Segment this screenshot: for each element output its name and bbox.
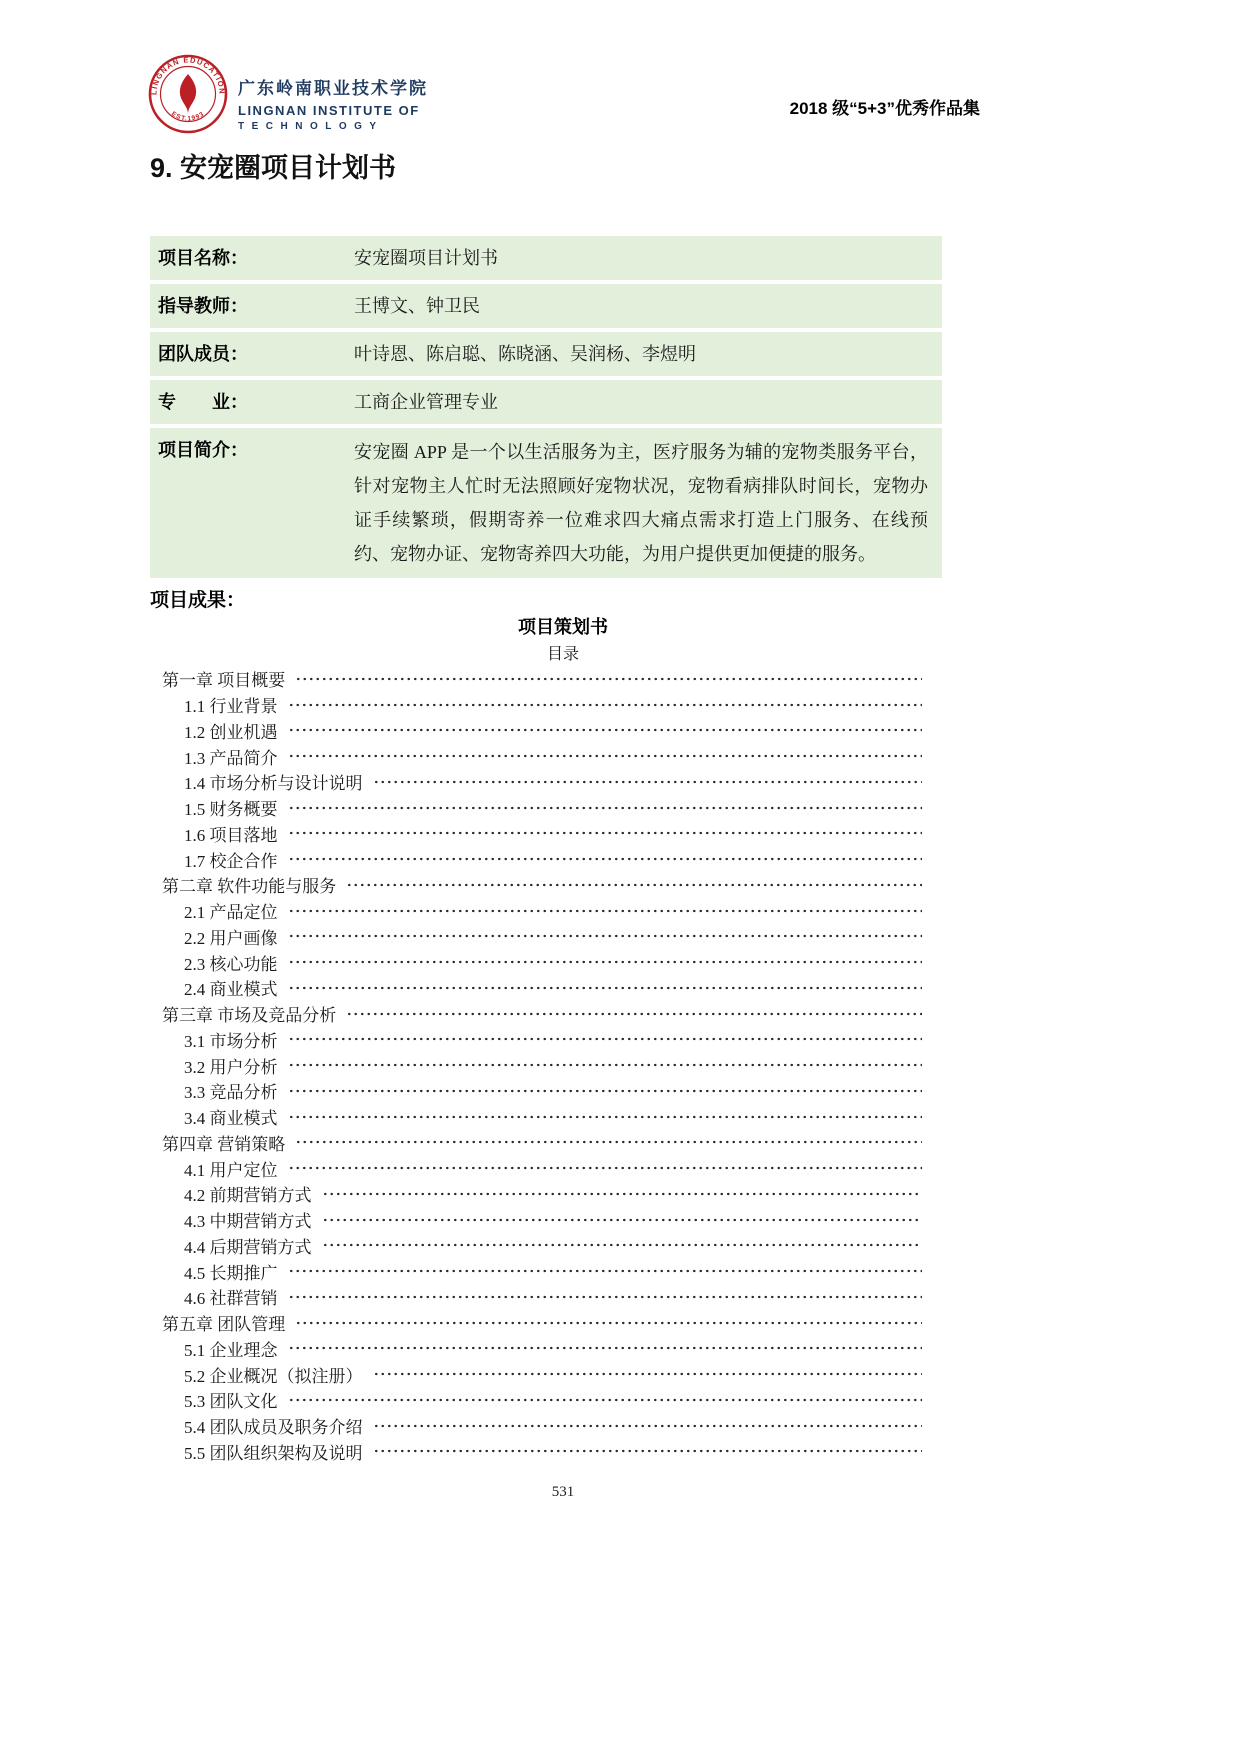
toc-entry-2 — [162, 718, 922, 744]
toc-leader-dots — [322, 1213, 923, 1227]
toc-leader-dots — [288, 826, 923, 840]
info-row-0 — [150, 236, 942, 280]
toc-leader-dots — [288, 955, 923, 969]
info-row-label: 专 业： — [158, 392, 248, 412]
toc-leader-dots — [288, 904, 923, 918]
seal-bottom-text: EST.1993 — [170, 110, 206, 123]
toc-entry-text: 1.4 市场分析与设计说明 — [184, 774, 363, 794]
toc-leader-dots — [288, 698, 923, 712]
toc-entry-text: 2.4 商业模式 — [184, 980, 278, 1000]
toc-leader-dots — [288, 1084, 923, 1098]
toc-entry-text: 4.2 前期营销方式 — [184, 1186, 312, 1206]
toc-entry-22 — [162, 1233, 922, 1259]
toc-entry-text: 2.3 核心功能 — [184, 954, 278, 974]
toc-leader-dots — [373, 1367, 923, 1381]
toc-entry-text: 1.3 产品简介 — [184, 748, 278, 768]
toc-entry-19 — [162, 1155, 922, 1181]
toc-entry-text: 1.7 校企合作 — [184, 851, 278, 871]
info-table — [150, 236, 942, 582]
toc-leader-dots — [288, 1032, 923, 1046]
toc-entry-text: 第一章 项目概要 — [162, 671, 286, 691]
toc-leader-dots — [322, 1238, 923, 1252]
work-title: 项目策划书 — [518, 617, 608, 637]
info-row-value: 工商企业管理专业 — [354, 392, 498, 412]
toc-leader-dots — [288, 1341, 923, 1355]
toc-entry-text: 第二章 软件功能与服务 — [162, 877, 337, 897]
toc-entry-text: 3.3 竞品分析 — [184, 1083, 278, 1103]
info-row-label: 指导教师： — [158, 296, 248, 316]
info-row-4 — [150, 428, 942, 578]
toc-list — [162, 666, 922, 1464]
toc-leader-dots — [288, 981, 923, 995]
toc-entry-text: 5.1 企业理念 — [184, 1340, 278, 1360]
seal-emblem-icon — [180, 74, 196, 114]
school-logo — [148, 54, 228, 134]
toc-entry-26 — [162, 1336, 922, 1362]
toc-entry-30 — [162, 1439, 922, 1465]
page-footer — [150, 1484, 976, 1501]
info-row-value: 叶诗恩、陈启聪、陈晓涵、吴润杨、李煜明 — [354, 344, 696, 364]
school-name-cn: 广东岭南职业技术学院 — [238, 79, 428, 98]
toc-entry-text: 2.1 产品定位 — [184, 903, 278, 923]
toc-entry-1 — [162, 692, 922, 718]
toc-entry-15 — [162, 1052, 922, 1078]
toc-entry-text: 4.3 中期营销方式 — [184, 1212, 312, 1232]
info-row-label: 项目简介： — [158, 440, 248, 460]
toc-entry-text: 3.1 市场分析 — [184, 1031, 278, 1051]
toc-entry-12 — [162, 975, 922, 1001]
toc-entry-7 — [162, 846, 922, 872]
info-row-2 — [150, 332, 942, 376]
toc-entry-text: 第三章 市场及竞品分析 — [162, 1006, 337, 1026]
toc-entry-text: 4.4 后期营销方式 — [184, 1237, 312, 1257]
school-name-en-line1: LINGNAN INSTITUTE OF — [238, 103, 420, 118]
toc-entry-text: 3.2 用户分析 — [184, 1057, 278, 1077]
toc-entry-10 — [162, 924, 922, 950]
toc-leader-dots — [322, 1187, 923, 1201]
toc-leader-dots — [346, 1007, 922, 1021]
toc-entry-16 — [162, 1078, 922, 1104]
school-seal-icon — [148, 54, 228, 134]
toc-entry-text: 4.6 社群营销 — [184, 1289, 278, 1309]
info-row-1 — [150, 284, 942, 328]
toc-leader-dots — [295, 672, 922, 686]
toc-leader-dots — [295, 1316, 922, 1330]
info-row-label: 项目名称： — [158, 248, 248, 268]
toc-entry-text: 4.1 用户定位 — [184, 1160, 278, 1180]
results-label: 项目成果： — [150, 590, 246, 611]
toc-entry-0 — [162, 666, 922, 692]
info-row-value: 安宠圈项目计划书 — [354, 248, 498, 268]
school-name-block — [238, 74, 428, 132]
toc-leader-dots — [288, 852, 923, 866]
toc-entry-27 — [162, 1361, 922, 1387]
toc-entry-text: 5.2 企业概况（拟注册） — [184, 1366, 363, 1386]
page-title: 9. 安宠圈项目计划书 — [150, 153, 397, 183]
page-number: 531 — [551, 1484, 575, 1500]
toc-entry-text: 第四章 营销策略 — [162, 1134, 286, 1154]
toc-entry-text: 1.5 财务概要 — [184, 800, 278, 820]
toc-entry-text: 1.2 创业机遇 — [184, 722, 278, 742]
toc-entry-text: 3.4 商业模式 — [184, 1109, 278, 1129]
toc-leader-dots — [373, 775, 923, 789]
toc-heading: 目录 — [546, 646, 579, 663]
toc-entry-13 — [162, 1001, 922, 1027]
toc-leader-dots — [288, 1161, 923, 1175]
toc-entry-14 — [162, 1027, 922, 1053]
toc-entry-5 — [162, 795, 922, 821]
seal-top-text: LINGNAN EDUCATION — [149, 55, 227, 96]
toc-entry-text: 1.1 行业背景 — [184, 697, 278, 717]
toc-entry-17 — [162, 1104, 922, 1130]
toc-entry-text: 第五章 团队管理 — [162, 1315, 286, 1335]
info-row-value: 王博文、钟卫民 — [354, 296, 480, 316]
toc-leader-dots — [288, 801, 923, 815]
toc-entry-25 — [162, 1310, 922, 1336]
toc-entry-3 — [162, 743, 922, 769]
toc-leader-dots — [288, 1058, 923, 1072]
toc-leader-dots — [288, 1393, 923, 1407]
toc-entry-6 — [162, 821, 922, 847]
info-row-value: 安宠圈 APP 是一个以生活服务为主，医疗服务为辅的宠物类服务平台，针对宠物主人忙时无法照顾好宠物状况，宠物看病排队时间长，宠物办证手续繁琐，假期寄养一位难求四大痛点需求打造上门服务、在线预约、宠物办证、宠物寄养四大功能，为用户提供更加便捷的服务。 — [354, 442, 928, 564]
toc-entry-20 — [162, 1181, 922, 1207]
toc-leader-dots — [288, 723, 923, 737]
toc-leader-dots — [288, 749, 923, 763]
toc-leader-dots — [288, 1110, 923, 1124]
toc-leader-dots — [288, 929, 923, 943]
toc-entry-text: 2.2 用户画像 — [184, 928, 278, 948]
info-row-3 — [150, 380, 942, 424]
toc-entry-9 — [162, 898, 922, 924]
toc-leader-dots — [288, 1290, 923, 1304]
toc-entry-28 — [162, 1387, 922, 1413]
toc-entry-4 — [162, 769, 922, 795]
toc-entry-text: 1.6 项目落地 — [184, 825, 278, 845]
toc-entry-text: 5.3 团队文化 — [184, 1392, 278, 1412]
toc-leader-dots — [288, 1264, 923, 1278]
toc-leader-dots — [373, 1444, 923, 1458]
toc-leader-dots — [373, 1419, 923, 1433]
toc-entry-21 — [162, 1207, 922, 1233]
school-name-en-line2: TECHNOLOGY — [238, 121, 384, 132]
info-row-label: 团队成员： — [158, 344, 248, 364]
toc-entry-11 — [162, 949, 922, 975]
toc-entry-text: 5.5 团队组织架构及说明 — [184, 1443, 363, 1463]
toc-entry-text: 5.4 团队成员及职务介绍 — [184, 1418, 363, 1438]
toc-entry-23 — [162, 1258, 922, 1284]
toc-entry-24 — [162, 1284, 922, 1310]
collection-title: 2018 级“5+3”优秀作品集 — [789, 99, 980, 118]
toc-entry-8 — [162, 872, 922, 898]
toc-leader-dots — [346, 878, 922, 892]
toc-entry-18 — [162, 1130, 922, 1156]
toc-entry-29 — [162, 1413, 922, 1439]
toc-leader-dots — [295, 1135, 922, 1149]
toc-entry-text: 4.5 长期推广 — [184, 1263, 278, 1283]
